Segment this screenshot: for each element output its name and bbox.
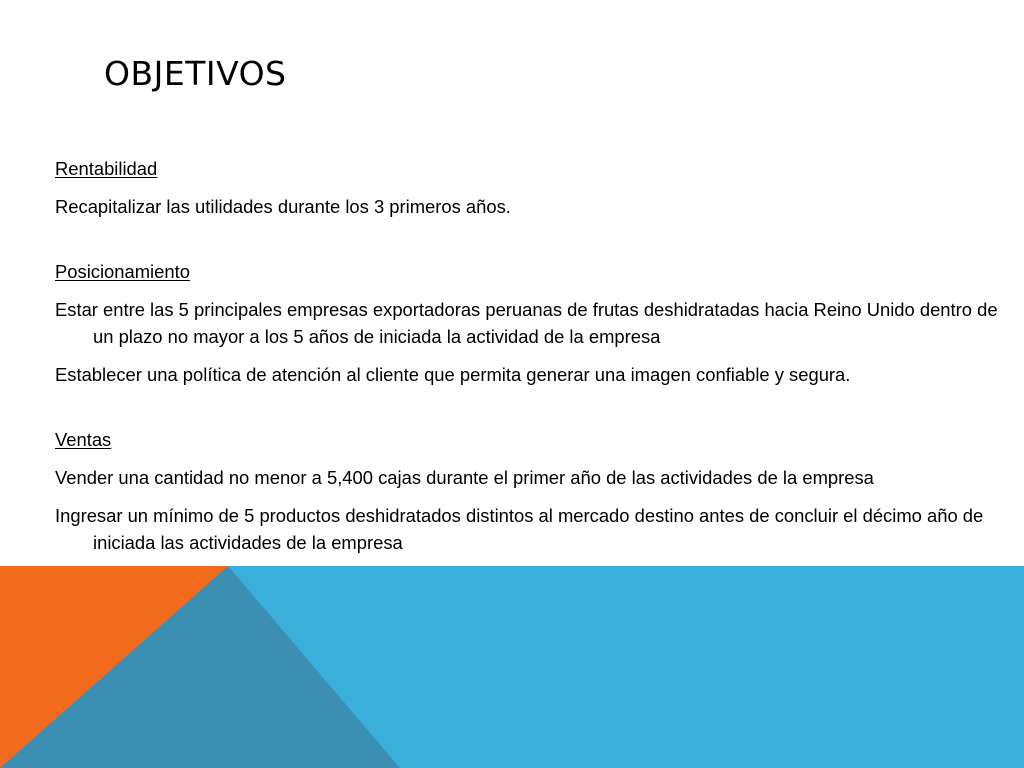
section-heading: Rentabilidad <box>55 158 158 179</box>
section-paragraph: Recapitalizar las utilidades durante los 3 primeros años. <box>55 196 511 217</box>
section-paragraph: Vender una cantidad no menor a 5,400 cajas durante el primer año de las actividades de la empresa <box>55 467 874 488</box>
section-rentabilidad <box>55 155 1000 220</box>
slide-content <box>55 155 1000 556</box>
section-heading: Posicionamiento <box>55 261 190 282</box>
section-posicionamiento <box>55 258 1000 388</box>
section-ventas <box>55 426 1000 556</box>
section-heading: Ventas <box>55 429 112 450</box>
section-paragraph: Ingresar un mínimo de 5 productos deshidratados distintos al mercado destino antes de concluir el décimo año de iniciada las actividades de la empresa <box>55 505 984 553</box>
slide-title: OBJETIVOS <box>104 54 287 93</box>
section-paragraph: Establecer una política de atención al cliente que permita generar una imagen confiable y segura. <box>55 364 851 385</box>
section-paragraph: Estar entre las 5 principales empresas exportadoras peruanas de frutas deshidratadas hacia Reino Unido dentro de un plazo no mayor a los 5 años de iniciada la actividad de la empresa <box>55 299 998 347</box>
